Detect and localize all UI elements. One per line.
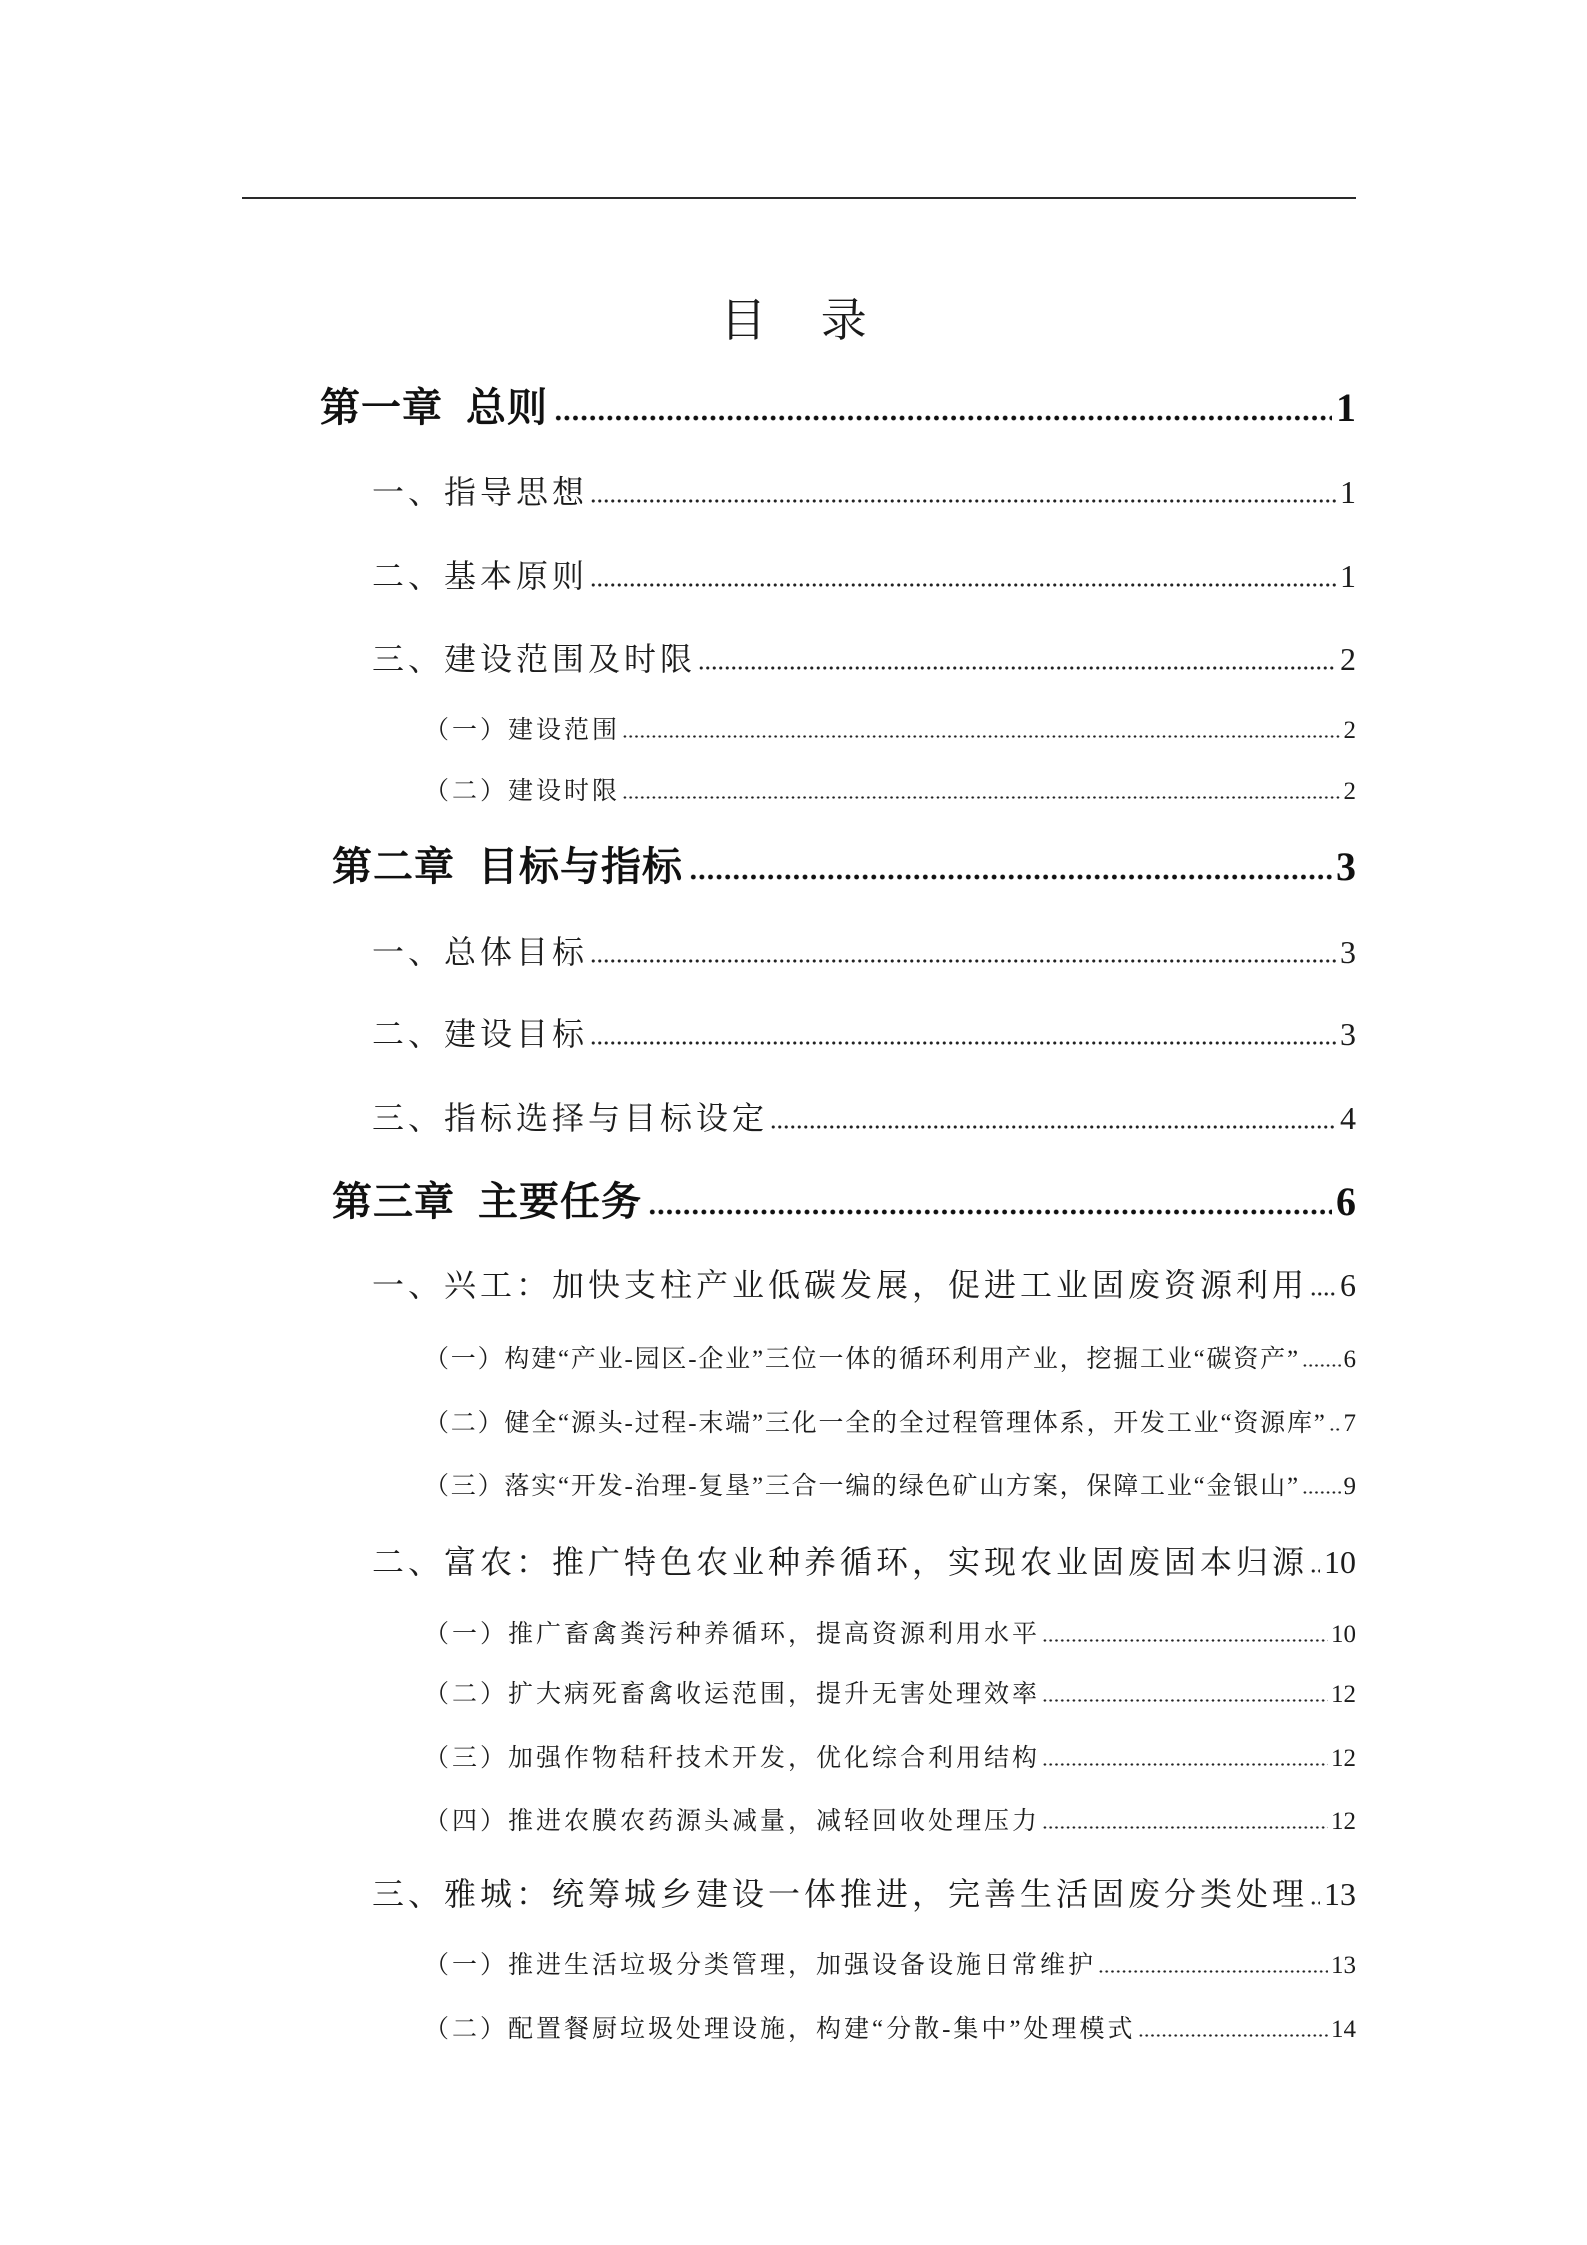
toc-page-number: 12 — [1331, 1745, 1356, 1772]
toc-entry-label: 第一章 总则 — [320, 385, 548, 430]
dot-leader — [622, 735, 1340, 738]
toc-page-number: 6 — [1336, 1179, 1356, 1224]
dot-leader — [648, 1209, 1332, 1215]
toc-entry-section — [372, 556, 1356, 596]
toc-entry-label: 三、指标选择与目标设定 — [372, 1100, 769, 1136]
toc-page-number: 14 — [1331, 2016, 1356, 2043]
toc-entry-label: 一、指导思想 — [372, 474, 589, 510]
toc-page-number: 13 — [1331, 1952, 1356, 1979]
dot-leader — [698, 666, 1336, 670]
toc-page-number: 3 — [1340, 934, 1356, 970]
toc-page-number: 4 — [1340, 1100, 1356, 1136]
dot-leader — [1310, 1901, 1320, 1905]
header-rule — [242, 197, 1356, 199]
toc-page-number: 9 — [1343, 1473, 1356, 1500]
toc-entry-subsection — [424, 1806, 1356, 1838]
toc-entry-subsection — [424, 776, 1356, 808]
toc-entry-label: （三）加强作物秸秆技术开发，优化综合利用结构 — [424, 1745, 1041, 1772]
toc-entry-subsection — [424, 1743, 1356, 1775]
dot-leader — [1310, 1569, 1320, 1573]
toc-entry-section — [372, 1265, 1356, 1305]
toc-entry-section — [372, 1542, 1356, 1582]
toc-entry-label: 第二章 目标与指标 — [332, 844, 683, 889]
toc-entry-subsection — [424, 1950, 1356, 1982]
toc-entry-label: 三、雅城：统筹城乡建设一体推进，完善生活固废分类处理 — [372, 1876, 1309, 1912]
toc-entry-subsection — [424, 715, 1356, 747]
toc-entry-label: （一）建设范围 — [424, 717, 621, 744]
toc-page-number: 6 — [1340, 1267, 1356, 1303]
toc-entry-section — [372, 1098, 1356, 1138]
toc-page-number: 1 — [1340, 558, 1356, 594]
toc-page-number: 2 — [1340, 641, 1356, 677]
dot-leader — [1042, 1763, 1328, 1766]
toc-entry-label: 二、基本原则 — [372, 558, 589, 594]
toc-entry-label: （二）配置餐厨垃圾处理设施，构建“分散-集中”处理模式 — [424, 2016, 1136, 2043]
toc-entry-label: （二）健全“源头-过程-末端”三化一全的全过程管理体系，开发工业“资源库” — [424, 1410, 1327, 1437]
dot-leader — [1042, 1699, 1328, 1702]
toc-entry-chapter — [332, 1178, 1356, 1226]
toc-entry-label: （四）推进农膜农药源头减量，减轻回收处理压力 — [424, 1808, 1041, 1835]
toc-page-number: 13 — [1324, 1876, 1356, 1912]
dot-leader — [1302, 1364, 1341, 1367]
toc-entry-label: （一）推进生活垃圾分类管理，加强设备设施日常维护 — [424, 1952, 1097, 1979]
dot-leader — [689, 874, 1332, 880]
toc-entry-section — [372, 472, 1356, 512]
toc-entry-label: （二）扩大病死畜禽收运范围，提升无害处理效率 — [424, 1681, 1041, 1708]
dot-leader — [1042, 1826, 1328, 1829]
toc-entry-section — [372, 1874, 1356, 1914]
toc-page-number: 3 — [1336, 844, 1356, 889]
toc-page-number: 2 — [1343, 778, 1356, 805]
toc-entry-subsection — [424, 1619, 1356, 1651]
toc-entry-subsection — [424, 1679, 1356, 1711]
dot-leader — [770, 1125, 1336, 1129]
dot-leader — [1302, 1491, 1341, 1494]
toc-page-number: 12 — [1331, 1808, 1356, 1835]
toc-entry-label: （一）推广畜禽粪污种养循环，提高资源利用水平 — [424, 1621, 1041, 1648]
dot-leader — [1310, 1292, 1336, 1296]
dot-leader — [1098, 1970, 1328, 1973]
toc-entry-label: （二）建设时限 — [424, 778, 621, 805]
toc-page-number: 2 — [1343, 717, 1356, 744]
dot-leader — [554, 415, 1332, 421]
dot-leader — [590, 1041, 1336, 1045]
toc-entry-label: （三）落实“开发-治理-复垦”三合一编的绿色矿山方案，保障工业“金银山” — [424, 1473, 1300, 1500]
toc-entry-section — [372, 932, 1356, 972]
toc-entry-section — [372, 639, 1356, 679]
toc-entry-label: 三、建设范围及时限 — [372, 641, 697, 677]
dot-leader — [622, 796, 1340, 799]
toc-entry-subsection — [424, 1408, 1356, 1440]
toc-page-number: 1 — [1340, 474, 1356, 510]
toc-page-number: 12 — [1331, 1681, 1356, 1708]
toc-entry-section — [372, 1014, 1356, 1054]
toc-entry-label: 二、建设目标 — [372, 1016, 589, 1052]
toc-entry-label: 一、总体目标 — [372, 934, 589, 970]
toc-entry-label: 第三章 主要任务 — [332, 1179, 642, 1224]
toc-entry-label: （一）构建“产业-园区-企业”三位一体的循环利用产业，挖掘工业“碳资产” — [424, 1346, 1300, 1373]
toc-entry-label: 二、富农：推广特色农业种养循环，实现农业固废固本归源 — [372, 1544, 1309, 1580]
dot-leader — [1042, 1639, 1328, 1642]
dot-leader — [590, 959, 1336, 963]
toc-page-number: 10 — [1331, 1621, 1356, 1648]
toc-title: 目 录 — [720, 295, 867, 346]
dot-leader — [590, 499, 1336, 503]
toc-page-number: 6 — [1343, 1346, 1356, 1373]
toc-page-number: 10 — [1324, 1544, 1356, 1580]
dot-leader — [1138, 2034, 1328, 2037]
dot-leader — [1329, 1428, 1341, 1431]
toc-page-number: 7 — [1343, 1410, 1356, 1437]
toc-entry-subsection — [424, 2014, 1356, 2046]
toc-page-number: 3 — [1340, 1016, 1356, 1052]
toc-entry-subsection — [424, 1471, 1356, 1503]
dot-leader — [590, 583, 1336, 587]
toc-page-number: 1 — [1336, 385, 1356, 430]
toc-entry-subsection — [424, 1344, 1356, 1376]
toc-entry-chapter — [332, 843, 1356, 891]
toc-entry-label: 一、兴工：加快支柱产业低碳发展，促进工业固废资源利用 — [372, 1267, 1309, 1303]
toc-entry-chapter — [320, 384, 1356, 432]
